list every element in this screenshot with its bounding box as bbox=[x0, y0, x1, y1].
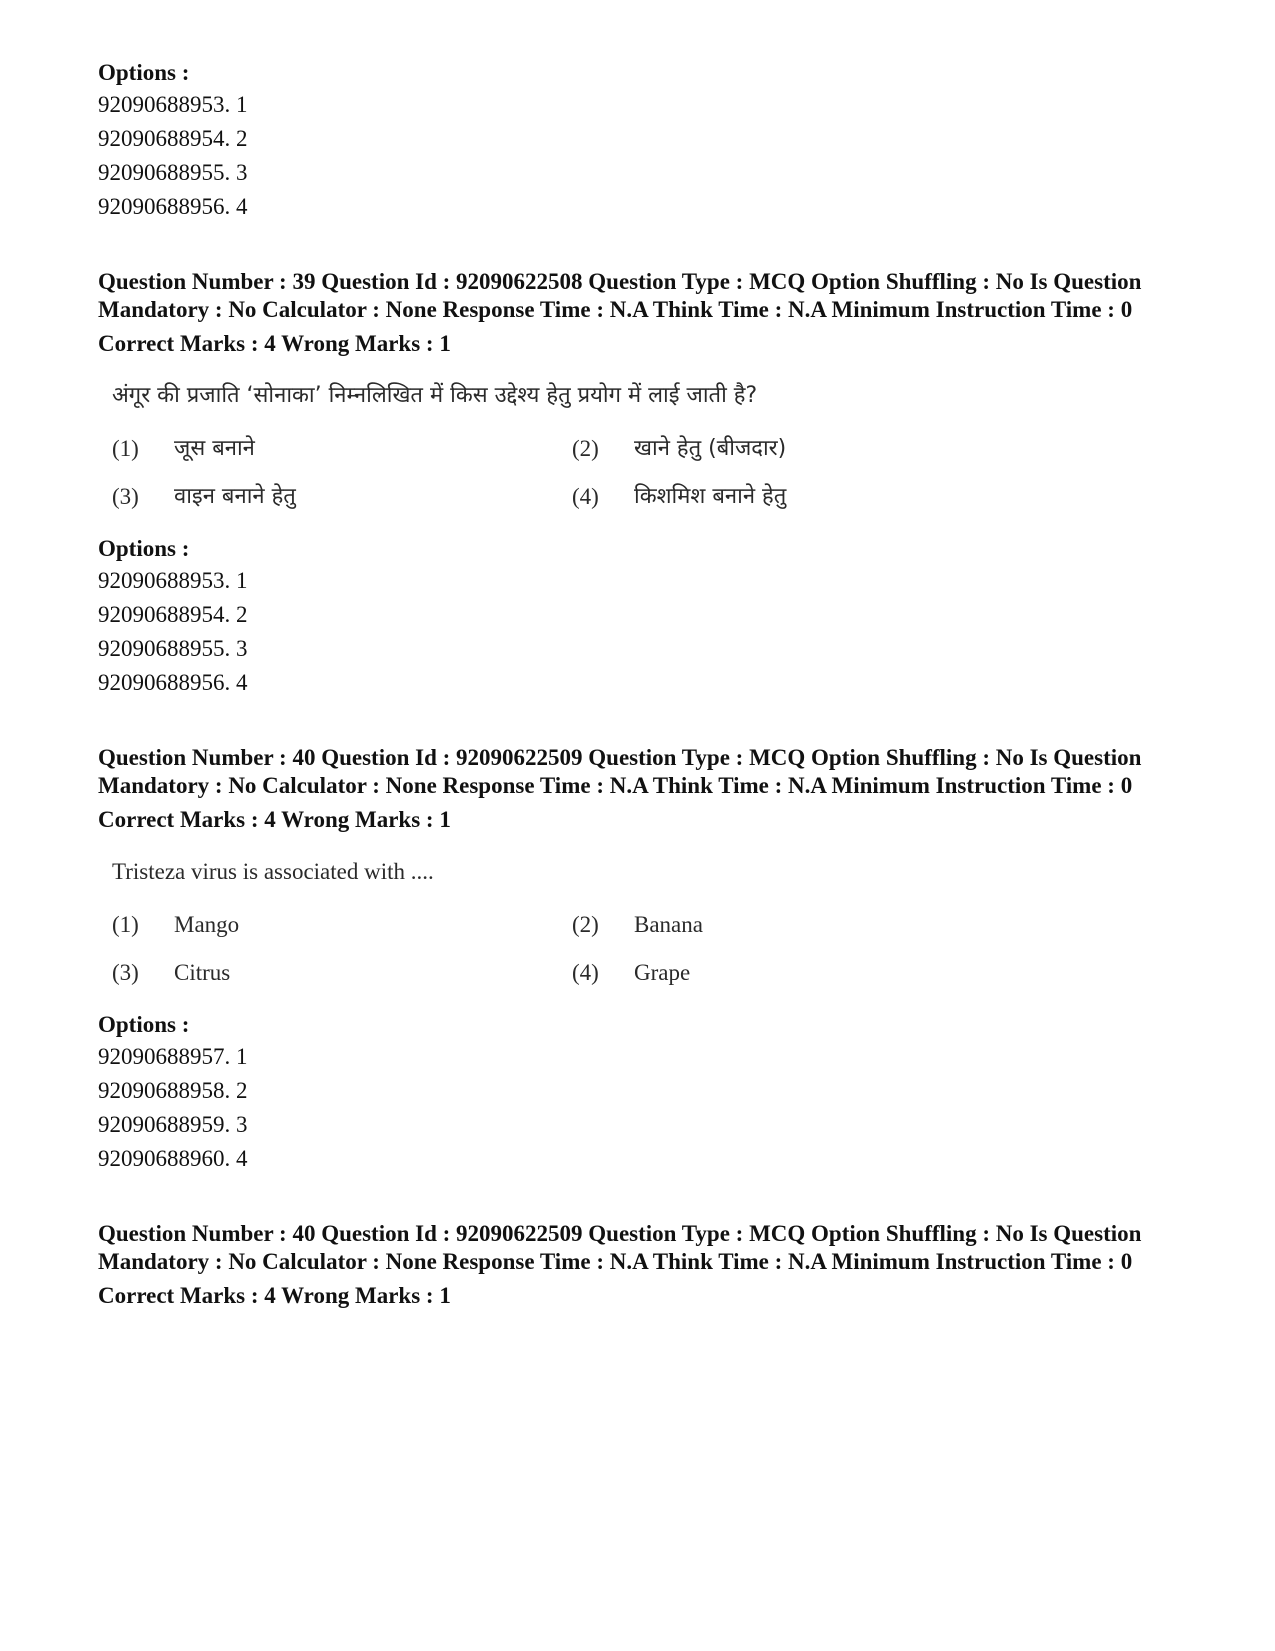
options-label: Options : bbox=[98, 60, 190, 85]
question-stem: अंगूर की प्रजाति ‘सोनाका’ निम्नलिखित में किस उद्देश्य हेतु प्रयोग में लाई जाती है? bbox=[112, 383, 758, 408]
option-line: 92090688955. 3 bbox=[98, 160, 248, 185]
choice-number: (4) bbox=[572, 484, 599, 509]
choice-number: (2) bbox=[572, 912, 599, 937]
choice-text: वाइन बनाने हेतु bbox=[174, 484, 296, 509]
choice-number: (1) bbox=[112, 436, 139, 461]
question-stem: Tristeza virus is associated with .... bbox=[112, 859, 434, 884]
question-header: Question Number : 40 Question Id : 92090622509 Question Type : MCQ Option Shuffling : No Is Question Mandatory : No Calculator : None Response Time : N.A Think Time : N.A Minimum Instruction Time : 0 bbox=[98, 745, 1142, 798]
choice-text: किशमिश बनाने हेतु bbox=[634, 484, 787, 509]
option-line: 92090688954. 2 bbox=[98, 602, 248, 627]
choice-item bbox=[112, 908, 572, 942]
options-block bbox=[98, 534, 1178, 700]
option-line: 92090688959. 3 bbox=[98, 1112, 248, 1137]
option-line: 92090688958. 2 bbox=[98, 1078, 248, 1103]
option-line: 92090688955. 3 bbox=[98, 636, 248, 661]
option-line: 92090688960. 4 bbox=[98, 1146, 248, 1171]
choice-item bbox=[112, 432, 572, 466]
choice-item bbox=[112, 480, 572, 514]
choice-text: Banana bbox=[634, 912, 703, 937]
question-content bbox=[112, 856, 1178, 990]
choice-item bbox=[112, 956, 572, 990]
choice-number: (3) bbox=[112, 484, 139, 509]
question-40-repeat bbox=[98, 1220, 1178, 1310]
options-label: Options : bbox=[98, 1012, 190, 1037]
choice-item bbox=[572, 956, 1032, 990]
choice-item bbox=[572, 908, 1032, 942]
option-line: 92090688953. 1 bbox=[98, 92, 248, 117]
option-line: 92090688956. 4 bbox=[98, 194, 248, 219]
choice-text: Grape bbox=[634, 960, 691, 985]
question-header: Question Number : 39 Question Id : 92090622508 Question Type : MCQ Option Shuffling : No Is Question Mandatory : No Calculator : None Response Time : N.A Think Time : N.A Minimum Instruction Time : 0 bbox=[98, 269, 1142, 322]
options-block-top bbox=[98, 58, 1178, 224]
choice-number: (3) bbox=[112, 960, 139, 985]
option-line: 92090688953. 1 bbox=[98, 568, 248, 593]
choice-text: जूस बनाने bbox=[174, 436, 255, 461]
option-line: 92090688954. 2 bbox=[98, 126, 248, 151]
question-content bbox=[112, 380, 1178, 514]
question-header: Question Number : 40 Question Id : 92090622509 Question Type : MCQ Option Shuffling : No Is Question Mandatory : No Calculator : None Response Time : N.A Think Time : N.A Minimum Instruction Time : 0 bbox=[98, 1221, 1142, 1274]
options-label: Options : bbox=[98, 536, 190, 561]
choice-number: (1) bbox=[112, 912, 139, 937]
question-marks: Correct Marks : 4 Wrong Marks : 1 bbox=[98, 331, 451, 356]
question-39 bbox=[98, 268, 1178, 700]
choice-text: Citrus bbox=[174, 960, 231, 985]
choice-text: खाने हेतु (बीजदार) bbox=[634, 436, 787, 461]
choice-item bbox=[572, 432, 1032, 466]
choice-number: (4) bbox=[572, 960, 599, 985]
question-marks: Correct Marks : 4 Wrong Marks : 1 bbox=[98, 807, 451, 832]
choice-grid bbox=[112, 432, 1178, 514]
choice-item bbox=[572, 480, 1032, 514]
document-page bbox=[98, 58, 1178, 1310]
option-line: 92090688956. 4 bbox=[98, 670, 248, 695]
choice-text: Mango bbox=[174, 912, 240, 937]
choice-number: (2) bbox=[572, 436, 599, 461]
choice-grid bbox=[112, 908, 1178, 990]
options-block bbox=[98, 1010, 1178, 1176]
option-line: 92090688957. 1 bbox=[98, 1044, 248, 1069]
question-40 bbox=[98, 744, 1178, 1176]
question-marks: Correct Marks : 4 Wrong Marks : 1 bbox=[98, 1283, 451, 1308]
